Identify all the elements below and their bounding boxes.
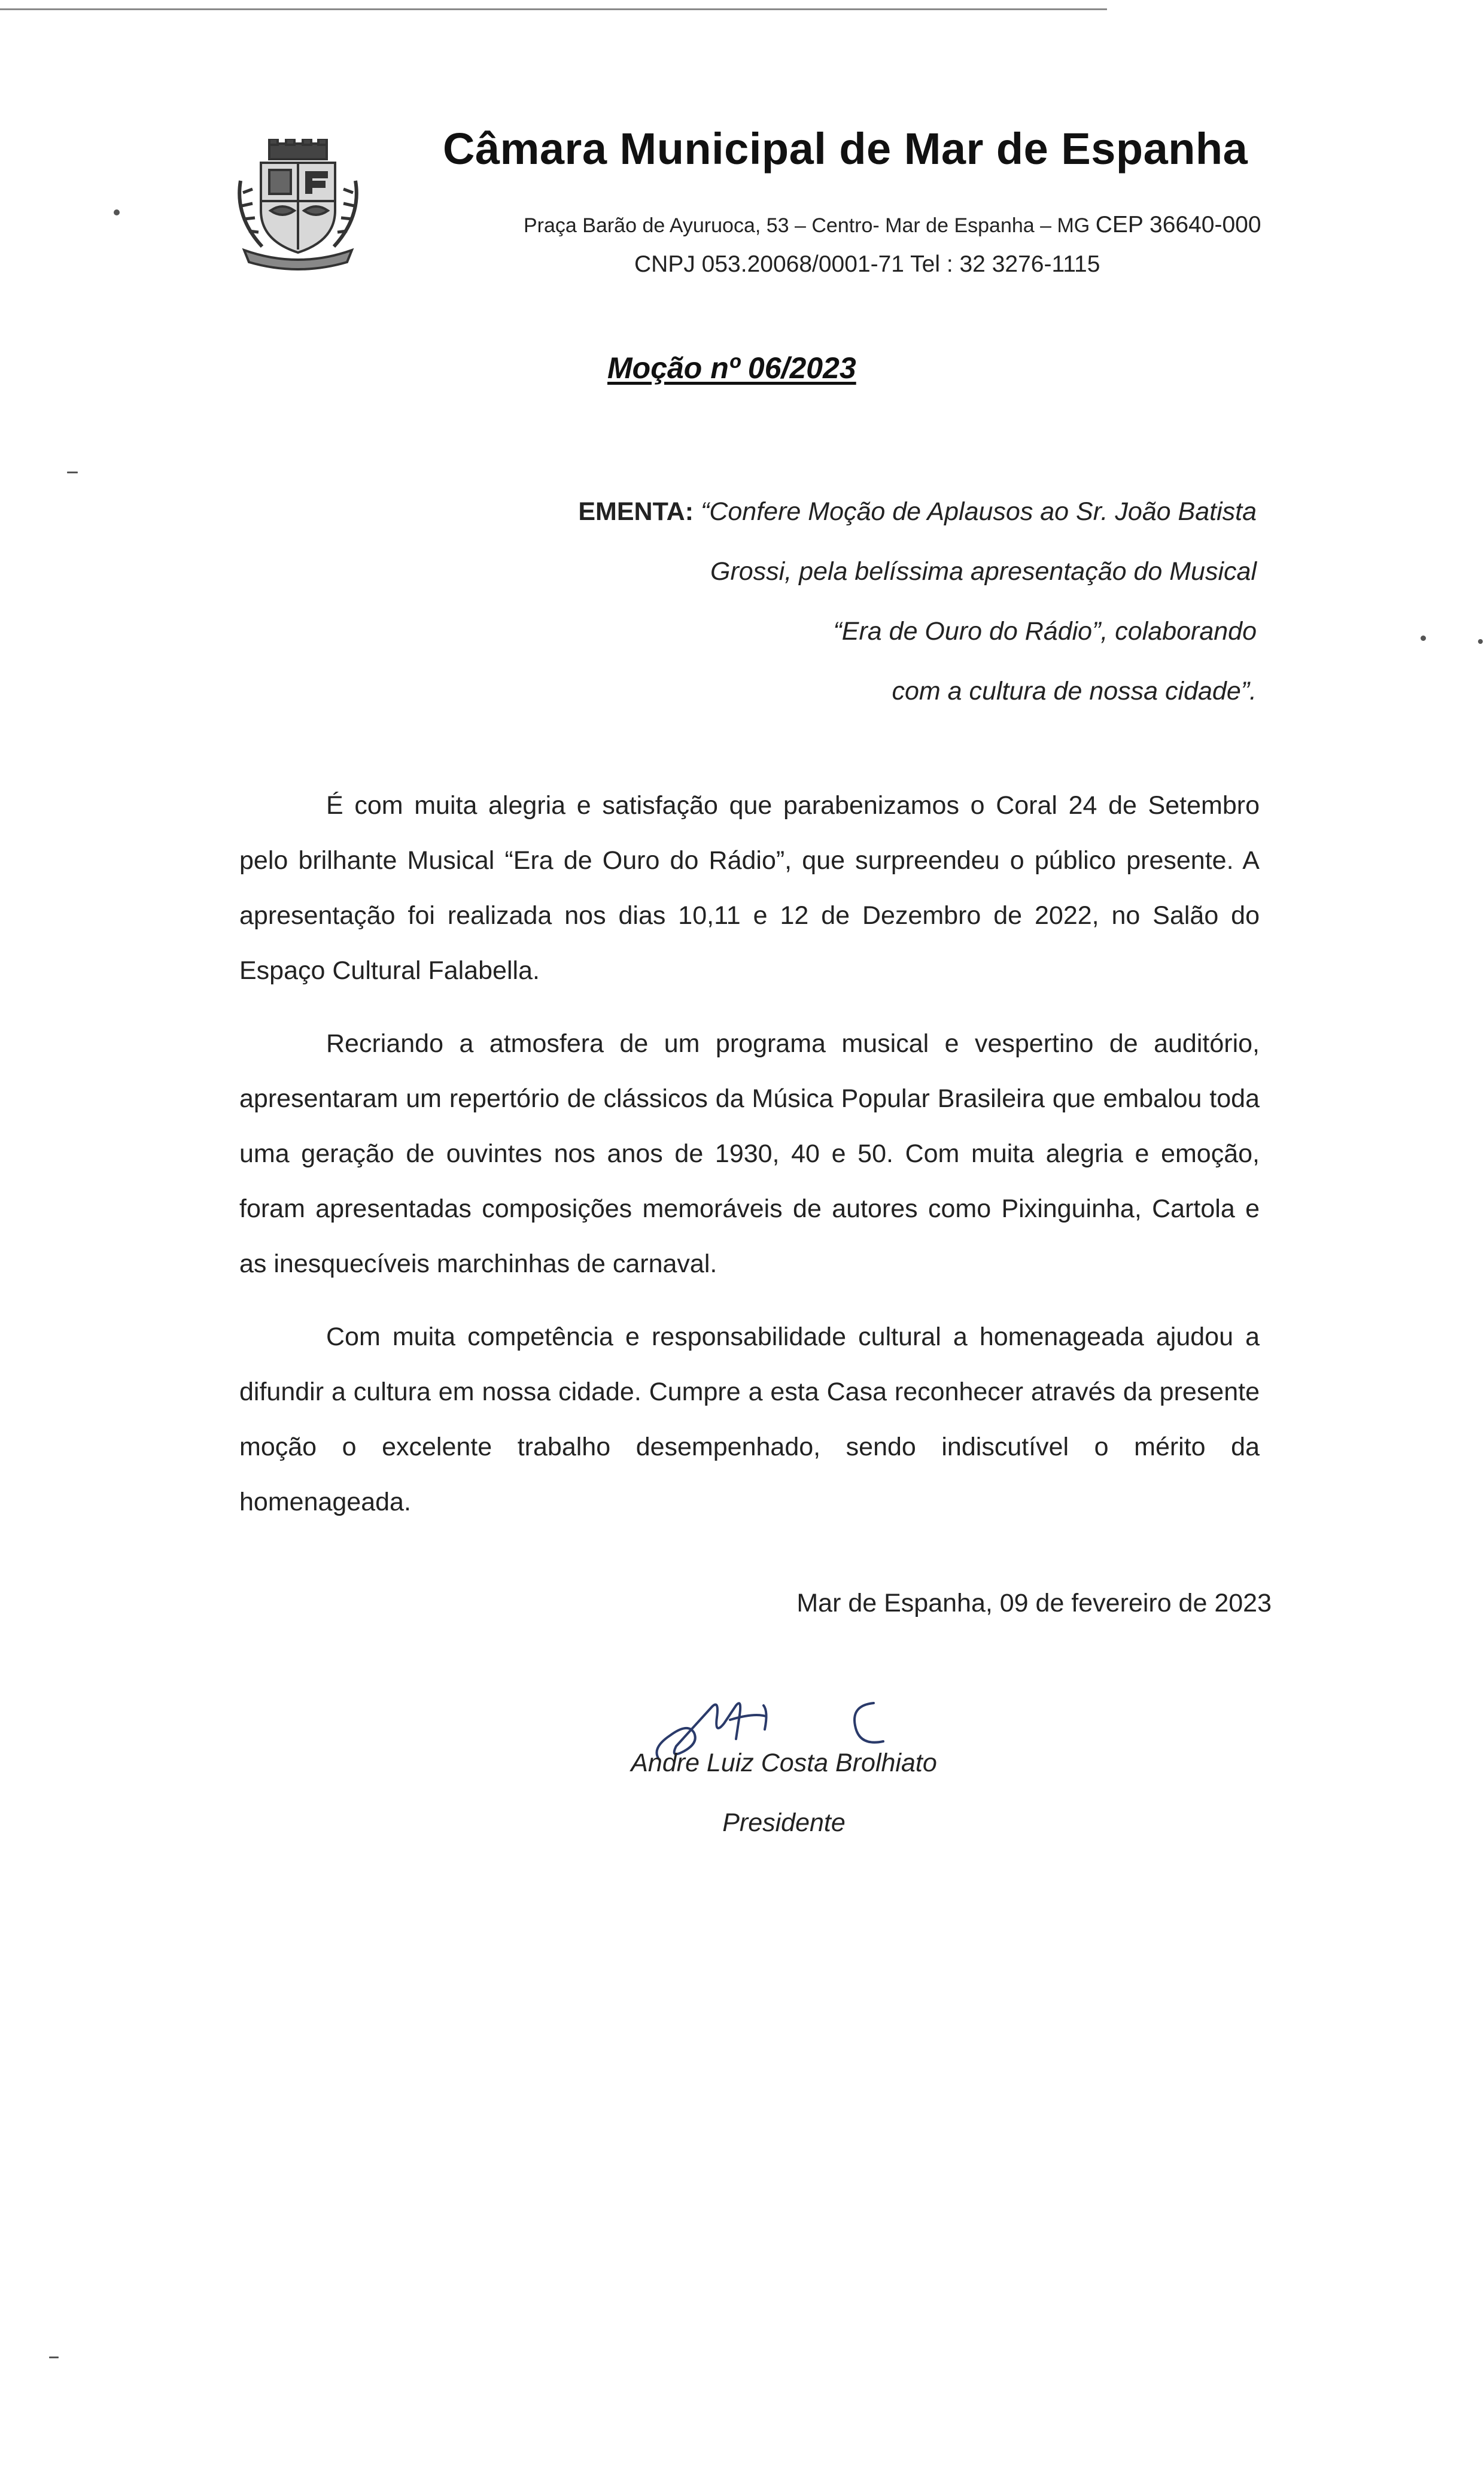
ementa-line-2: Grossi, pela belíssima apresentação do Musical — [710, 557, 1257, 586]
cnpj-phone-line: CNPJ 053.20068/0001-71 Tel : 32 3276-1115 — [634, 251, 1100, 277]
ementa-line-3: “Era de Ouro do Rádio”, colaborando — [833, 617, 1257, 646]
coat-of-arms-icon — [232, 139, 364, 270]
address-line — [524, 212, 1301, 238]
place-date-line: Mar de Espanha, 09 de fevereiro de 2023 — [796, 1589, 1272, 1617]
scan-speck — [49, 2357, 59, 2358]
motion-title: Moção nº 06/2023 — [607, 351, 856, 385]
ementa-text: “Confere Moção de Aplausos ao Sr. João Batista — [701, 497, 1257, 526]
body-paragraph-1: É com muita alegria e satisfação que parabenizamos o Coral 24 de Setembro pelo brilhante Musical “Era de Ouro do Rádio”, que surpreendeu o público presente. A apresentação foi realizada nos dias 10,11 e 12 de Dezembro de 2022, no Salão do Espaço Cultural Falabella. — [239, 791, 1260, 985]
body-paragraph-2: Recriando a atmosfera de um programa musical e vespertino de auditório, apresentaram um repertório de clássicos da Música Popular Brasileira que embalou toda uma geração de ouvintes nos anos de 1930, 40 e 50. Com muita alegria e emoção, foram apresentadas composições memoráveis de autores como Pixinguinha, Cartola e as inesquecíveis marchinhas de carnaval. — [239, 1029, 1260, 1278]
address-text: Praça Barão de Ayuruoca, 53 – Centro- Mar de Espanha – MG — [524, 214, 1090, 237]
motion-body — [239, 778, 1260, 1547]
ementa-label: EMENTA: — [578, 497, 694, 526]
signer-name: Andre Luiz Costa Brolhiato — [631, 1749, 937, 1777]
ementa-line-1 — [574, 482, 1257, 542]
scan-speck — [114, 209, 120, 215]
institution-title: Câmara Municipal de Mar de Espanha — [443, 124, 1248, 174]
scan-speck — [1421, 636, 1426, 641]
scan-speck — [1478, 639, 1483, 644]
cep-text: CEP 36640-000 — [1095, 212, 1261, 238]
scan-edge-line — [0, 8, 1107, 10]
ementa-line-4: com a cultura de nossa cidade”. — [892, 677, 1257, 706]
scan-speck — [67, 472, 78, 473]
body-paragraph-3: Com muita competência e responsabilidade cultural a homenageada ajudou a difundir a cultura em nossa cidade. Cumpre a esta Casa reconhecer através da presente moção o excelente trabalho desempenhado, sendo indiscutível o mérito da homenageada. — [239, 1322, 1260, 1516]
signer-role: Presidente — [722, 1808, 846, 1837]
ementa-block — [574, 482, 1257, 721]
